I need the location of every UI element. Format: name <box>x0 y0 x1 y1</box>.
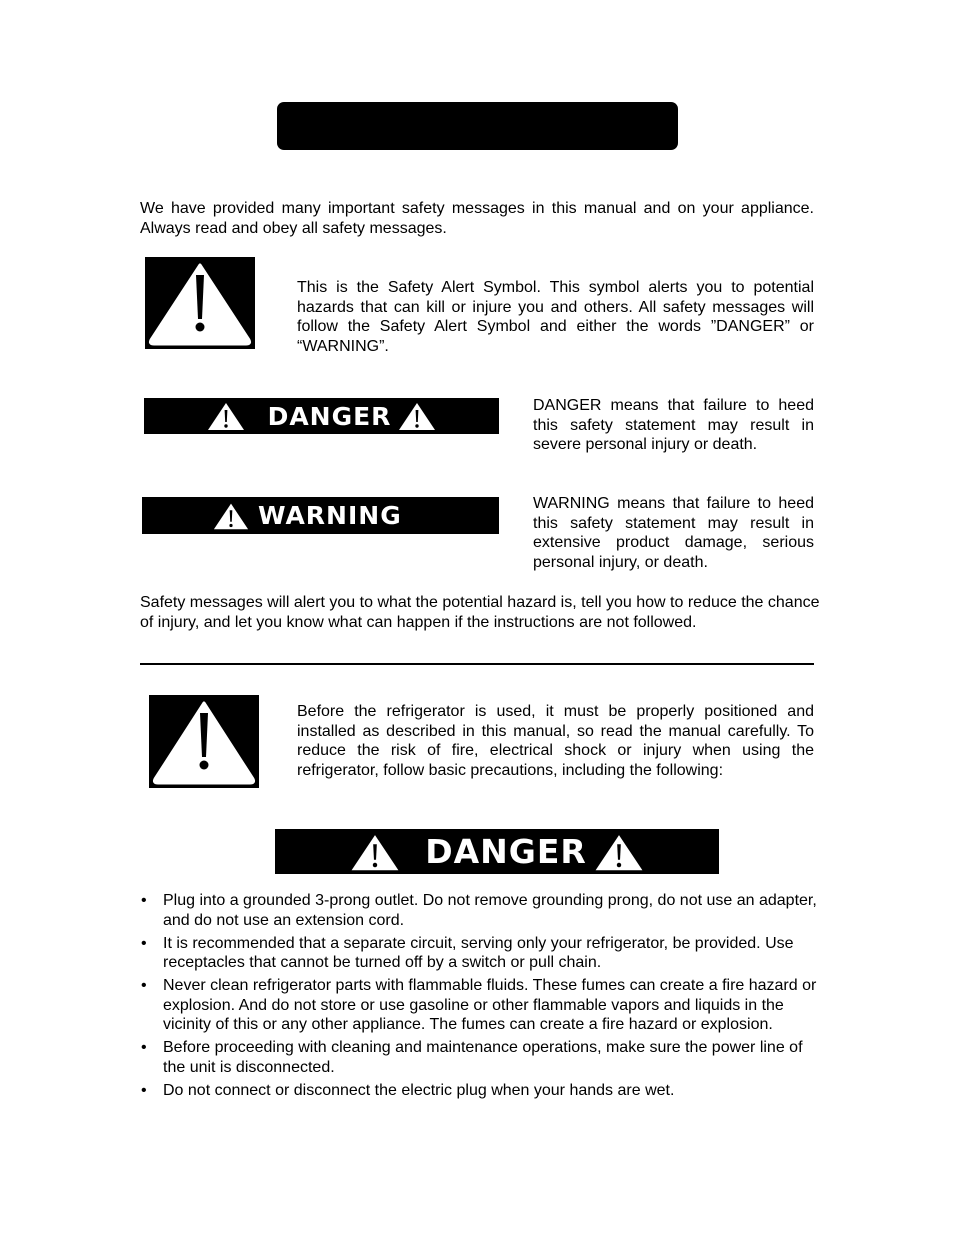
warning-triangle-icon <box>593 832 645 872</box>
bullet-icon: • <box>141 977 147 995</box>
big-danger-banner <box>275 829 719 874</box>
list-item-text: Before proceeding with cleaning and maintenance operations, make sure the power line of the unit is disconnected. <box>163 1039 803 1076</box>
danger-description: DANGER means that failure to heed this safety statement may result in severe personal injury or death. <box>533 397 814 454</box>
list-item-text: Do not connect or disconnect the electric plug when your hands are wet. <box>163 1081 675 1099</box>
warning-triangle-icon <box>149 695 259 788</box>
warning-triangle-icon <box>397 401 437 431</box>
list-item <box>140 891 820 930</box>
list-item-text: Plug into a grounded 3-prong outlet. Do not remove grounding prong, do not use an adapter, and do not use an extension cord. <box>163 892 817 929</box>
bullet-icon: • <box>141 934 147 952</box>
safety-alert-symbol <box>145 257 255 349</box>
safety-alert-symbol-2 <box>149 695 259 788</box>
warning-triangle-icon <box>349 832 401 872</box>
list-item <box>140 976 820 1035</box>
precautions-list <box>140 891 820 1104</box>
warning-description: WARNING means that failure to heed this safety statement may result in extensive product damage, serious personal injury, or death. <box>533 495 814 571</box>
list-item <box>140 1081 820 1101</box>
list-item <box>140 934 820 973</box>
bullet-icon: • <box>141 892 147 909</box>
intro-paragraph: We have provided many important safety messages in this manual and on your appliance. Always read and obey all safety messages. <box>140 200 814 237</box>
summary-paragraph: Safety messages will alert you to what the potential hazard is, tell you how to reduce the chance of injury, and let you know what can happen if the instructions are not followed. <box>140 594 820 631</box>
bullet-icon: • <box>141 1081 147 1099</box>
list-item-text: Never clean refrigerator parts with flammable fluids. These fumes can create a fire hazard or explosion. And do not store or use gasoline or other flammable vapors and liquids in the vicinity of this or any other appliance. The fumes can create a fire hazard or explosion. <box>163 977 817 1034</box>
list-item-text: It is recommended that a separate circuit, serving only your refrigerator, be provided. Use receptacles that cannot be turned off by a switch or pull chain. <box>163 934 794 972</box>
list-item <box>140 1038 820 1077</box>
section-title-bar <box>277 102 678 150</box>
warning-banner-label: WARNING <box>258 501 402 530</box>
warning-triangle-icon <box>212 501 250 531</box>
safety-symbol-description: This is the Safety Alert Symbol. This symbol alerts you to potential hazards that can kill or injure you and others. All safety messages will follow the Safety Alert Symbol and either the words ”DANGER” or “WARNING”. <box>297 279 814 355</box>
warning-banner <box>142 497 499 534</box>
precautions-intro: Before the refrigerator is used, it must be properly positioned and installed as described in this manual, so read the manual carefully. To reduce the risk of fire, electrical shock or injury when using the refrigerator, follow basic precautions, including the following: <box>297 703 814 779</box>
bullet-icon: • <box>141 1039 147 1057</box>
big-danger-banner-label: DANGER <box>425 832 587 871</box>
danger-banner-label: DANGER <box>267 401 392 431</box>
danger-banner <box>144 398 499 434</box>
warning-triangle-icon <box>145 257 255 349</box>
warning-triangle-icon <box>206 401 246 431</box>
section-divider <box>140 663 814 665</box>
